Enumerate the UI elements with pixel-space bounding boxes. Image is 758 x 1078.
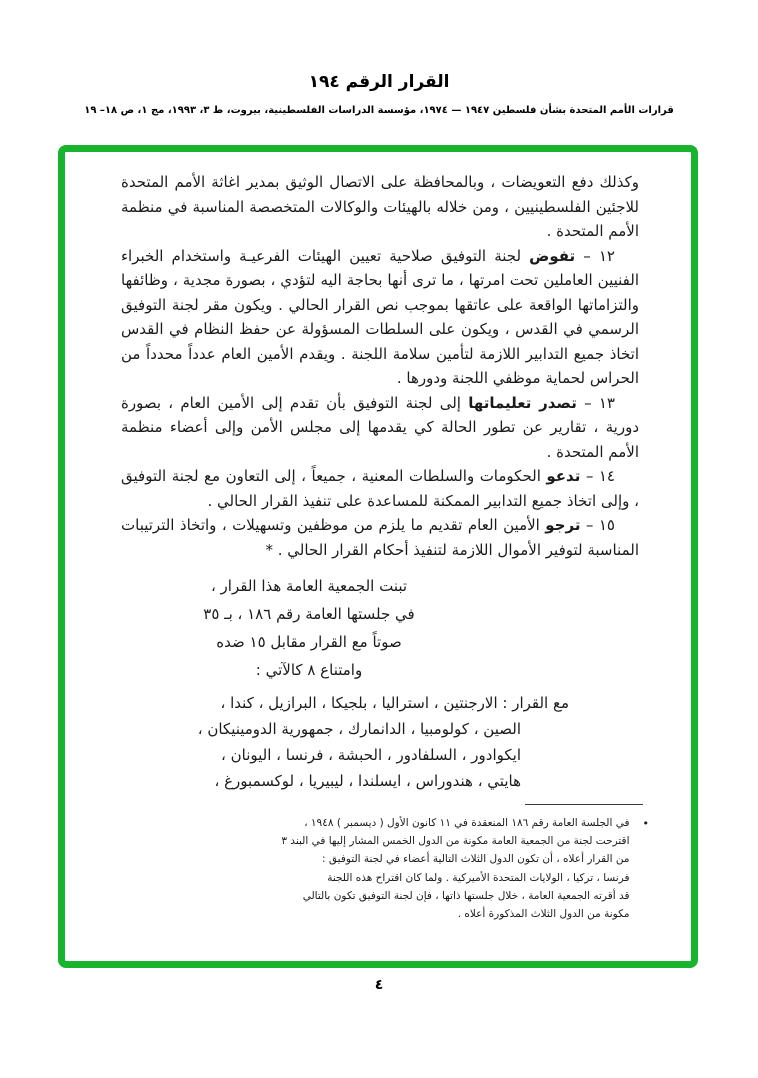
paragraph-12-text: لجنة التوفيق صلاحية تعيين الهيئات الفرعيـة واستخدام الخبراء الفنيين العاملين تحت امرتها ، ما ترى أنها بحاجة اليه لتؤدي ، بصورة مجدية ، وظائفها والتزاماتها الواقعة على عاتقها بموجب نص القرار الحالي . ويكون مقر لجنة التوفيق الرسمي في القدس ، ويكون على السلطات المسؤولة عن حفظ النظام في القدس اتخاذ جميع التدابير اللازمة لتأمين سلامة اللجنة . ويقدم الأمين العام عدداً محدداً من الحراس لحماية موظفي اللجنة ودورها .: [121, 246, 639, 387]
intro-paragraph: وكذلك دفع التعويضات ، وبالمحافظة على الاتصال الوثيق بمدير اغاثة الأمم المتحدة للاجئين الفلسطينيين ، ومن خلاله بالهيئات والوكالات المتخصصة المناسبة في منظمة الأمم المتحدة .: [121, 173, 639, 240]
paragraph-12-lead: تفوض: [529, 246, 576, 265]
footnote-line: فرنسا ، تركيا ، الولايات المتحدة الأميركية . ولما كان اقتراح هذه اللجنة: [327, 871, 630, 884]
paragraph-15-text: الأمين العام تقديم ما يلزم من موظفين وتسهيلات ، واتخاذ الترتيبات المناسبة لتوفير الأموال اللازمة لتنفيذ أحكام القرار الحالي . *: [121, 516, 639, 559]
adoption-line: تبنت الجمعية العامة هذا القرار ،: [210, 577, 408, 595]
footnote-separator: [525, 804, 643, 805]
footnote-text: [257, 814, 630, 923]
paragraph-13-lead: تصدر تعليماتها: [468, 393, 577, 412]
paragraph-15-lead: ترجو: [545, 516, 581, 534]
footnote-marker: •: [642, 817, 649, 830]
footnote: [257, 814, 649, 923]
paragraph-14-lead: تدعو: [546, 467, 581, 485]
green-content-frame: [58, 145, 698, 968]
paragraph-14-text: الحكومات والسلطات المعنية ، جميعاً ، إلى التعاون مع لجنة التوفيق ، وإلى اتخاذ جميع التدابير الممكنة للمساعدة على تنفيذ القرار الحالي .: [121, 467, 639, 510]
page-subtitle: قرارات الأمم المتحدة بشأن فلسطين ١٩٤٧ — ١٩٧٤، مؤسسة الدراسات الفلسطينية، بيروت، ط ٣، ١٩٩٣، مج ١، ص ١٨– ١٩: [84, 105, 674, 116]
footnote-line: اقترحت لجنة من الجمعية العامة مكونة من الدول الخمس المشار إليها في البند ٣: [281, 835, 630, 848]
paragraph-15: [121, 513, 639, 562]
adoption-line: صوتاً مع القرار مقابل ١٥ ضده: [216, 633, 402, 651]
footnote-line: في الجلسة العامة رقم ١٨٦ المنعقدة في ١١ كانون الأول ( ديسمبر ) ١٩٤٨ ،: [304, 817, 630, 829]
vote-with-line: مع القرار : الارجنتين ، استراليا ، بلجيكا ، البرازيل ، كندا ،: [220, 694, 569, 712]
paragraph-12: [121, 244, 639, 391]
footnote-area: [257, 804, 649, 923]
vote-with-line: ايكوادور ، السلفادور ، الحبشة ، فرنسا ، اليونان ،: [221, 746, 521, 764]
paragraph-14: [121, 464, 639, 513]
page-number: ٤: [374, 977, 384, 993]
paragraph-12-number: ١٢ –: [583, 246, 615, 265]
footnote-line: من القرار أعلاه ، أن تكون الدول الثلاث التالية أعضاء في لجنة التوفيق :: [322, 853, 630, 866]
paragraph-15-number: ١٥ –: [585, 516, 615, 534]
vote-with-list: [121, 690, 569, 794]
vote-with-line: الصين ، كولومبيا ، الدانمارك ، جمهورية الدومينيكان ،: [197, 720, 521, 738]
paragraph-14-number: ١٤ –: [585, 467, 615, 485]
vote-with-line: هايتي ، هندوراس ، ايسلندا ، ليبيريا ، لوكسمبورغ ،: [214, 772, 521, 790]
footnote-line: مكونة من الدول الثلاث المذكورة أعلاه .: [457, 908, 630, 921]
paragraph-13-text: إلى لجنة التوفيق بأن تقدم إلى الأمين العام ، بصورة دورية ، تقارير عن تطور الحالة كي يقدمها إلى مجلس الأمن وإلى أعضاء منظمة الأمم المتحدة .: [121, 393, 639, 461]
paragraph-13-number: ١٣ –: [584, 393, 615, 412]
adoption-line: في جلستها العامة رقم ١٨٦ ، بـ ٣٥: [203, 605, 415, 623]
main-text-column: [65, 152, 691, 923]
adoption-note: [169, 572, 449, 684]
paragraph-13: [121, 391, 639, 465]
footnote-line: قد أقرته الجمعية العامة ، خلال جلستها ذاتها ، فإن لجنة التوفيق تكون بالتالي: [302, 889, 630, 902]
adoption-line: وامتناع ٨ كالآتي :: [255, 661, 363, 679]
page-title: القرار الرقم ١٩٤: [308, 72, 450, 92]
